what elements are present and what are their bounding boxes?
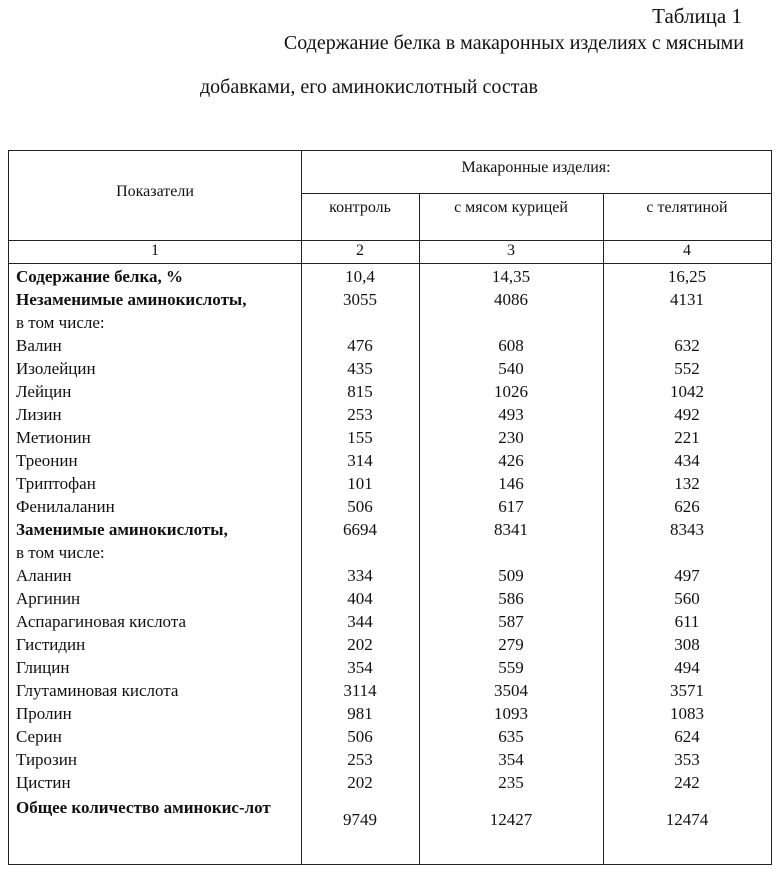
cell-value: 509: [498, 566, 524, 585]
cell-value: 506: [347, 497, 373, 516]
cell-value: 426: [498, 451, 524, 470]
cell-value: 10,4: [345, 267, 375, 286]
row-label: Треонин: [16, 451, 78, 470]
cell-value: 434: [674, 451, 700, 470]
table-row: [9, 656, 771, 679]
row-label: Гистидин: [16, 635, 86, 654]
total-row: [9, 794, 771, 842]
cell-value: 476: [347, 336, 373, 355]
cell-value: 506: [347, 727, 373, 746]
table-row: [9, 702, 771, 725]
cell-value: 202: [347, 773, 373, 792]
table-row: [9, 518, 771, 541]
row-label: Лейцин: [16, 382, 72, 401]
caption-line-1: Содержание белка в макаронных изделиях с мясными: [283, 32, 744, 54]
cell-value: 981: [347, 704, 373, 723]
cell-value: 492: [674, 405, 700, 424]
cell-value: 253: [347, 750, 373, 769]
table-row: [9, 610, 771, 633]
cell-value: 132: [674, 474, 700, 493]
cell-value: 9749: [343, 810, 377, 829]
row-label: Лизин: [16, 405, 62, 424]
row-label: Заменимые аминокислоты,: [16, 520, 228, 539]
cell-value: 435: [347, 359, 373, 378]
cell-value: 404: [347, 589, 373, 608]
cell-value: 202: [347, 635, 373, 654]
row-label: в том числе:: [16, 313, 105, 332]
cell-value: 624: [674, 727, 700, 746]
header-col-chicken: с мясом курицей: [454, 199, 568, 216]
cell-value: 632: [674, 336, 700, 355]
row-label: Метионин: [16, 428, 91, 447]
cell-value: 334: [347, 566, 373, 585]
row-label: Незаменимые аминокислоты,: [16, 290, 247, 309]
caption-line-2: добавками, его аминокислотный состав: [200, 76, 538, 98]
table-row: [9, 288, 771, 311]
col-number: 3: [507, 242, 515, 259]
cell-value: 635: [498, 727, 524, 746]
cell-value: 221: [674, 428, 700, 447]
cell-value: 1093: [494, 704, 528, 723]
header-divider: [9, 263, 771, 264]
header-col-control: контроль: [329, 199, 391, 216]
cell-value: 353: [674, 750, 700, 769]
cell-value: 146: [498, 474, 524, 493]
cell-value: 6694: [343, 520, 377, 539]
row-label: Цистин: [16, 773, 71, 792]
cell-value: 552: [674, 359, 700, 378]
cell-value: 1026: [494, 382, 528, 401]
col-number: 2: [356, 242, 364, 259]
table-row: [9, 587, 771, 610]
cell-value: 314: [347, 451, 373, 470]
row-label: Триптофан: [16, 474, 96, 493]
table-body: [9, 265, 771, 842]
cell-value: 279: [498, 635, 524, 654]
cell-value: 608: [498, 336, 524, 355]
cell-value: 587: [498, 612, 524, 631]
row-label: Общее количество аминокис-лот: [16, 798, 271, 817]
row-label: Тирозин: [16, 750, 77, 769]
row-label: Аланин: [16, 566, 72, 585]
table-row: [9, 495, 771, 518]
cell-value: 1083: [670, 704, 704, 723]
table-row: [9, 472, 771, 495]
cell-value: 354: [347, 658, 373, 677]
header-divider: [301, 193, 771, 194]
cell-value: 235: [498, 773, 524, 792]
cell-value: 8343: [670, 520, 704, 539]
cell-value: 560: [674, 589, 700, 608]
header-indicator: Показатели: [116, 183, 194, 200]
table-row: [9, 265, 771, 288]
table-row: [9, 633, 771, 656]
cell-value: 626: [674, 497, 700, 516]
table-row: [9, 380, 771, 403]
cell-value: 230: [498, 428, 524, 447]
header-divider: [9, 240, 771, 241]
table-row: [9, 357, 771, 380]
cell-value: 155: [347, 428, 373, 447]
cell-value: 611: [674, 612, 700, 631]
row-label: Серин: [16, 727, 62, 746]
cell-value: 354: [498, 750, 524, 769]
cell-value: 3504: [494, 681, 528, 700]
table-row: [9, 725, 771, 748]
cell-value: 8341: [494, 520, 528, 539]
row-label: в том числе:: [16, 543, 105, 562]
cell-value: 4131: [670, 290, 704, 309]
row-label: Валин: [16, 336, 62, 355]
cell-value: 14,35: [491, 267, 531, 286]
cell-value: 242: [674, 773, 700, 792]
cell-value: 494: [674, 658, 700, 677]
col-number: 4: [683, 242, 691, 259]
cell-value: 540: [498, 359, 524, 378]
table-row: [9, 426, 771, 449]
table-row: [9, 334, 771, 357]
table-row: [9, 564, 771, 587]
cell-value: 344: [347, 612, 373, 631]
cell-value: 3055: [343, 290, 377, 309]
cell-value: 12427: [489, 810, 533, 829]
row-label: Глицин: [16, 658, 70, 677]
cell-value: 3571: [670, 681, 704, 700]
cell-value: 617: [498, 497, 524, 516]
cell-value: 101: [347, 474, 373, 493]
table-row: [9, 449, 771, 472]
table-label: Таблица 1: [652, 4, 742, 28]
cell-value: 559: [498, 658, 524, 677]
cell-value: 493: [498, 405, 524, 424]
header-group: Макаронные изделия:: [461, 159, 611, 176]
table-row: [9, 403, 771, 426]
cell-value: 12474: [665, 810, 709, 829]
table-row: [9, 748, 771, 771]
data-table: [8, 150, 772, 865]
cell-value: 16,25: [667, 267, 707, 286]
cell-value: 497: [674, 566, 700, 585]
header-col-veal: с телятиной: [646, 199, 728, 216]
cell-value: 815: [347, 382, 373, 401]
cell-value: 308: [674, 635, 700, 654]
row-label: Пролин: [16, 704, 72, 723]
row-label: Содержание белка, %: [16, 267, 183, 286]
row-label: Аспарагиновая кислота: [16, 612, 187, 631]
table-row: [9, 771, 771, 794]
cell-value: 3114: [343, 681, 377, 700]
table-row: [9, 311, 771, 334]
row-label: Фенилаланин: [16, 497, 115, 516]
table-row: [9, 679, 771, 702]
table-row: [9, 541, 771, 564]
col-number: 1: [151, 242, 159, 259]
row-label: Изолейцин: [16, 359, 96, 378]
cell-value: 1042: [670, 382, 704, 401]
cell-value: 253: [347, 405, 373, 424]
row-label: Глутаминовая кислота: [16, 681, 179, 700]
cell-value: 586: [498, 589, 524, 608]
cell-value: 4086: [494, 290, 528, 309]
row-label: Аргинин: [16, 589, 81, 608]
